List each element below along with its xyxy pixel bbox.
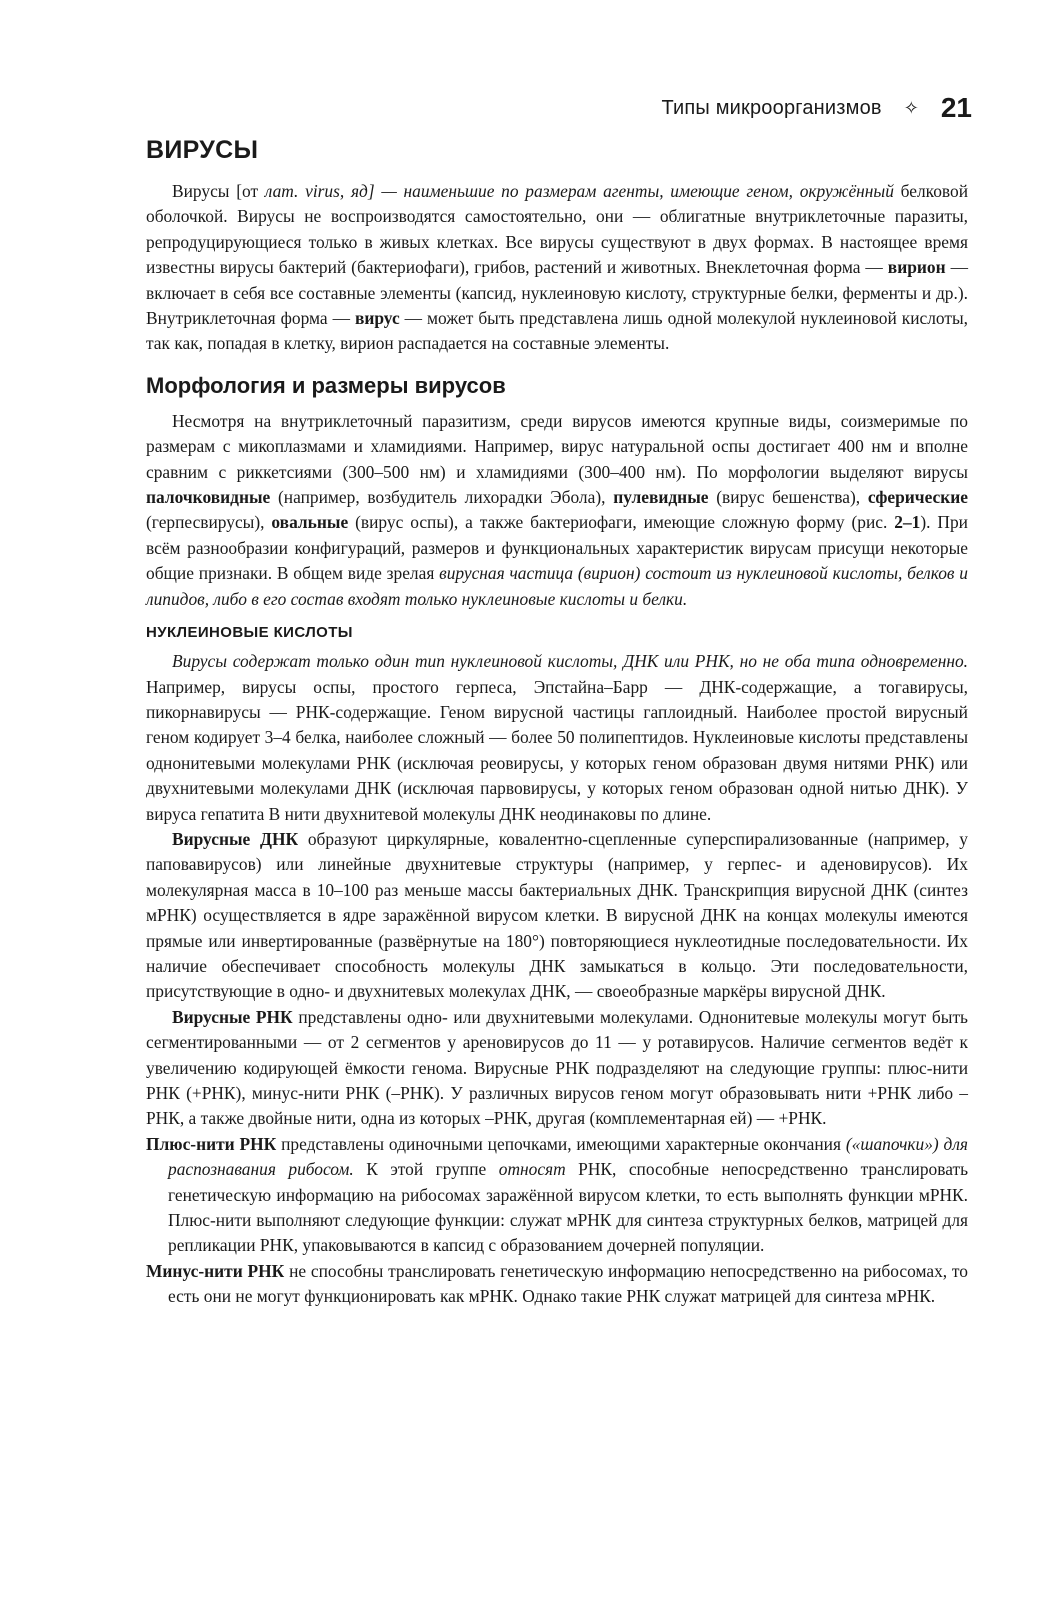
term-virion: вирион bbox=[887, 257, 946, 278]
text-run: Например, вирусы оспы, простого герпеса, Эпстайна–Барр — ДНК-содержащие, а тогавирусы, пикорнавирусы — РНК-содержащие. Геном вирусной частицы гаплоидный. Наиболее простой вирусный геном кодирует 3–4 белка, наиболее сложный — более 50 полипептидов. Нуклеиновые кислоты представлены однонитевыми молекулами РНК (исключая реовирусы, у которых геном образован двумя нитями РНК) или двухнитевыми молекулами ДНК (исключая парвовирусы, у которых геном образован одной нитью ДНК). У вируса гепатита В нити двухнитевой молекулы ДНК неодинаковы по длине. bbox=[146, 676, 968, 824]
figure-reference: 2–1 bbox=[894, 512, 921, 533]
italic-run: вирусная частица (вирион) состоит из нуклеиновой кислоты, белков и липидов, либо в его состав входят только нуклеиновые кислоты и белки. bbox=[146, 563, 968, 609]
running-title: Типы микроорганизмов bbox=[661, 96, 882, 119]
text-run: белковой оболочкой. Вирусы не воспроизводятся самостоятельно, они — облигатные внутриклеточные паразиты, репродуцирующиеся только в живых клетках. Все вирусы существуют в двух формах. В настоящее время известны вирусы бактерий (бактериофаги), грибов, растений и животных. Внеклеточная форма — bbox=[146, 181, 969, 278]
text-run: — включает в себя все составные элементы (капсид, нуклеиновую кислоту, структурные белки, ферменты и др.). Внутриклеточная форма — bbox=[146, 257, 968, 329]
italic-run: («шапочки») для распознавания рибосом. bbox=[168, 1133, 968, 1180]
text-run: К этой группе bbox=[353, 1159, 499, 1180]
italic-run: Вирусы содержат только один тип нуклеиновой кислоты, ДНК или РНК, но не оба типа одновременно. bbox=[172, 651, 968, 672]
term-minus-strand: Минус-нити РНК bbox=[146, 1260, 285, 1281]
text-run: РНК, способные непосредственно транслировать генетическую информацию на рибосомах заражённой вирусом клетки, то есть выполнять функции мРНК. Плюс-нити выполняют следующие функции: служат мРНК для синтеза структурных белков, матрицей для репликации РНК, упаковываются в капсид с образованием дочерней популяции. bbox=[168, 1159, 969, 1256]
text-run: — может быть представлена лишь одной молекулой нуклеиновой кислоты, так как, попадая в клетку, вирион распадается на составные элементы. bbox=[146, 308, 968, 354]
section-title-nucleic-acids: НУКЛЕИНОВЫЕ КИСЛОТЫ bbox=[146, 624, 353, 642]
section-title-viruses: ВИРУСЫ bbox=[146, 136, 259, 164]
text-run: (вирус оспы), а также бактериофаги, имеющие сложную форму (рис. bbox=[348, 512, 895, 533]
term-spherical: сферические bbox=[867, 487, 968, 508]
text-run: (например, возбудитель лихорадки Эбола), bbox=[270, 487, 614, 508]
text-run: (вирус бешенства), bbox=[708, 487, 868, 508]
text-run: Несмотря на внутриклеточный паразитизм, среди вирусов имеются крупные виды, соизмеримые по размерам с микоплазмами и хламидиями. Например, вирус натуральной оспы достигает 400 нм и вполне сравним с риккетсиями (300–500 нм) и хламидиями (300–400 нм). По морфологии выделяют вирусы bbox=[146, 410, 968, 482]
text-run: образуют циркулярные, ковалентно-сцепленные суперспирализованные (например, у паповавирусов) или линейные двухнитевые структуры (например, у герпес- и аденовирусов). Их молекулярная масса в 10–100 раз меньше массы бактериальных ДНК. Транскрипция вирусной ДНК (синтез мРНК) осуществляется в ядре заражённой вирусом клетки. В вирусной ДНК на концах молекулы имеются прямые или инвертированные (развёрнутые на 180°) повторяющиеся нуклеотидные последовательности. Их наличие обеспечивает способность молекулы ДНК замыкаться в кольцо. Эти последовательности, присутствующие в одно- и двухнитевых молекулах ДНК, — своеобразные маркёры вирусной ДНК. bbox=[146, 828, 968, 1002]
text-run: (герпесвирусы), bbox=[146, 512, 272, 533]
term-bullet: пулевидные bbox=[613, 487, 709, 508]
paragraph-minus-strand bbox=[146, 1259, 968, 1310]
page-content bbox=[146, 136, 968, 1310]
paragraph-viral-dna bbox=[146, 827, 968, 1005]
italic-run: относят bbox=[498, 1159, 566, 1180]
text-run: не способны транслировать генетическую информацию непосредственно на рибосомах, то есть они не могут функционировать как мРНК. Однако такие РНК служат матрицей для синтеза мРНК. bbox=[168, 1260, 968, 1307]
paragraph-nucleic-intro bbox=[146, 649, 968, 827]
term-viral-dna: Вирусные ДНК bbox=[172, 828, 299, 849]
page-number: 21 bbox=[940, 92, 972, 123]
term-plus-strand: Плюс-нити РНК bbox=[146, 1133, 277, 1154]
section-title-morphology: Морфология и размеры вирусов bbox=[146, 372, 506, 398]
italic-run: лат. virus, яд] — наименьшие по размерам агенты, имеющие геном, окружённый bbox=[264, 181, 894, 201]
text-run: представлены одно- или двухнитевыми молекулами. Однонитевые молекулы могут быть сегментированными — от 2 сегментов у ареновирусов до 11 — у ротавирусов. Наличие сегментов ведёт к увеличению кодирующей ёмкости генома. Вирусные РНК подразделяют на следующие группы: плюс-нити РНК (+РНК), минус-нити РНК (–РНК). У различных вирусов геном могут образовывать нити +РНК либо –РНК, а также двойные нити, одна из которых –РНК, другая (комплементарная ей) — +РНК. bbox=[146, 1006, 968, 1129]
running-header bbox=[661, 92, 972, 124]
text-run: представлены одиночными цепочками, имеющими характерные окончания bbox=[276, 1133, 846, 1154]
paragraph-morphology bbox=[146, 409, 968, 612]
diamond-icon: ✧ bbox=[903, 97, 919, 119]
term-oval: овальные bbox=[271, 512, 349, 533]
paragraph-viruses-intro bbox=[146, 179, 968, 357]
text-run: ). При всём разнообразии конфигураций, размеров и функциональных характеристик вирусам присущи некоторые общие признаки. В общем виде зрелая bbox=[146, 512, 968, 584]
term-viral-rna: Вирусные РНК bbox=[172, 1006, 293, 1027]
paragraph-viral-rna bbox=[146, 1005, 968, 1132]
text-run: Вирусы [от bbox=[172, 181, 265, 201]
term-virus: вирус bbox=[354, 308, 400, 329]
paragraph-plus-strand bbox=[146, 1132, 968, 1259]
term-rod: палочковидные bbox=[146, 487, 271, 508]
